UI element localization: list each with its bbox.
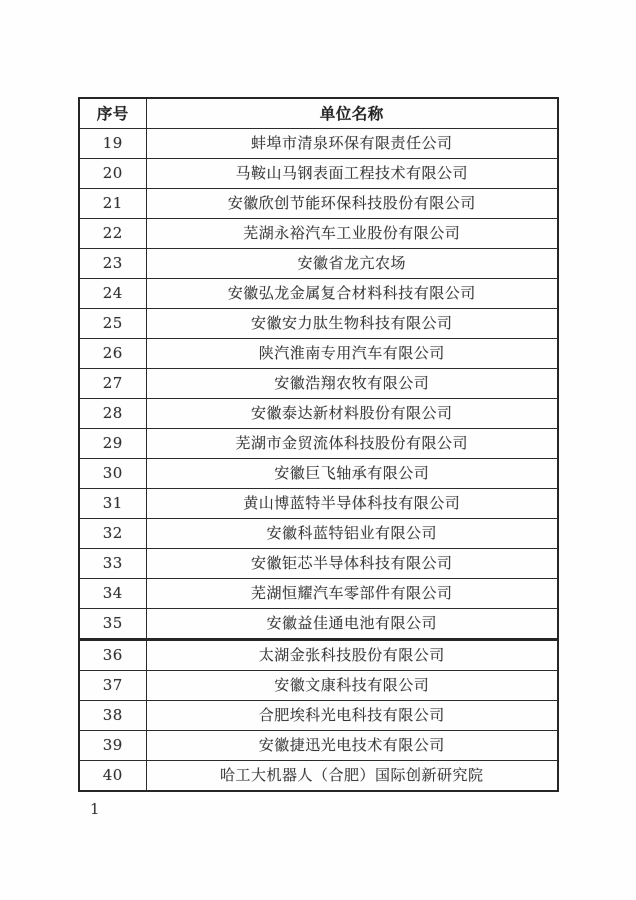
table-row [79,159,558,189]
table-row [79,640,558,671]
unit-name-cell: 芜湖永裕汽车工业股份有限公司 [146,219,558,249]
unit-name-cell: 安徽泰达新材料股份有限公司 [146,399,558,429]
serial-cell: 36 [79,640,146,671]
serial-cell: 28 [79,399,146,429]
table-header [79,98,558,129]
unit-name-cell: 黄山博蓝特半导体科技有限公司 [146,489,558,519]
serial-cell: 19 [79,129,146,159]
table-row [79,429,558,459]
unit-name-cell: 安徽巨飞轴承有限公司 [146,459,558,489]
table-row [79,549,558,579]
table-row [79,369,558,399]
serial-cell: 37 [79,671,146,701]
serial-cell: 31 [79,489,146,519]
unit-name-cell: 安徽安力肽生物科技有限公司 [146,309,558,339]
unit-name-cell: 哈工大机器人（合肥）国际创新研究院 [146,761,558,792]
unit-name-cell: 安徽弘龙金属复合材料科技有限公司 [146,279,558,309]
table-row [79,219,558,249]
unit-name-cell: 芜湖市金贸流体科技股份有限公司 [146,429,558,459]
serial-cell: 39 [79,731,146,761]
serial-cell: 21 [79,189,146,219]
company-table [78,97,559,792]
unit-name-cell: 安徽省龙亢农场 [146,249,558,279]
serial-cell: 35 [79,609,146,640]
table-row [79,519,558,549]
serial-cell: 29 [79,429,146,459]
table-row [79,339,558,369]
table-row [79,129,558,159]
unit-name-cell: 蚌埠市清泉环保有限责任公司 [146,129,558,159]
serial-cell: 30 [79,459,146,489]
header-row [79,98,558,129]
table-row [79,701,558,731]
serial-cell: 27 [79,369,146,399]
serial-cell: 26 [79,339,146,369]
table-row [79,309,558,339]
serial-cell: 24 [79,279,146,309]
table-row [79,459,558,489]
unit-name-cell: 合肥埃科光电科技有限公司 [146,701,558,731]
header-unit-name: 单位名称 [146,98,558,129]
table-row [79,731,558,761]
table-row [79,399,558,429]
table-row [79,189,558,219]
table-row [79,579,558,609]
unit-name-cell: 安徽钜芯半导体科技有限公司 [146,549,558,579]
table-row [79,489,558,519]
serial-cell: 34 [79,579,146,609]
unit-name-cell: 安徽益佳通电池有限公司 [146,609,558,640]
page-number: 1 [90,800,100,818]
serial-cell: 20 [79,159,146,189]
unit-name-cell: 安徽浩翔农牧有限公司 [146,369,558,399]
unit-name-cell: 安徽欣创节能环保科技股份有限公司 [146,189,558,219]
header-serial: 序号 [79,98,146,129]
unit-name-cell: 马鞍山马钢表面工程技术有限公司 [146,159,558,189]
unit-name-cell: 太湖金张科技股份有限公司 [146,640,558,671]
serial-cell: 22 [79,219,146,249]
serial-cell: 23 [79,249,146,279]
unit-name-cell: 陕汽淮南专用汽车有限公司 [146,339,558,369]
unit-name-cell: 安徽科蓝特铝业有限公司 [146,519,558,549]
table-row [79,671,558,701]
unit-name-cell: 安徽捷迅光电技术有限公司 [146,731,558,761]
table-row [79,761,558,792]
serial-cell: 25 [79,309,146,339]
unit-name-cell: 芜湖恒耀汽车零部件有限公司 [146,579,558,609]
serial-cell: 40 [79,761,146,792]
table-row [79,249,558,279]
serial-cell: 32 [79,519,146,549]
serial-cell: 33 [79,549,146,579]
table-row [79,609,558,640]
table-body [79,129,558,792]
unit-name-cell: 安徽文康科技有限公司 [146,671,558,701]
table-row [79,279,558,309]
serial-cell: 38 [79,701,146,731]
